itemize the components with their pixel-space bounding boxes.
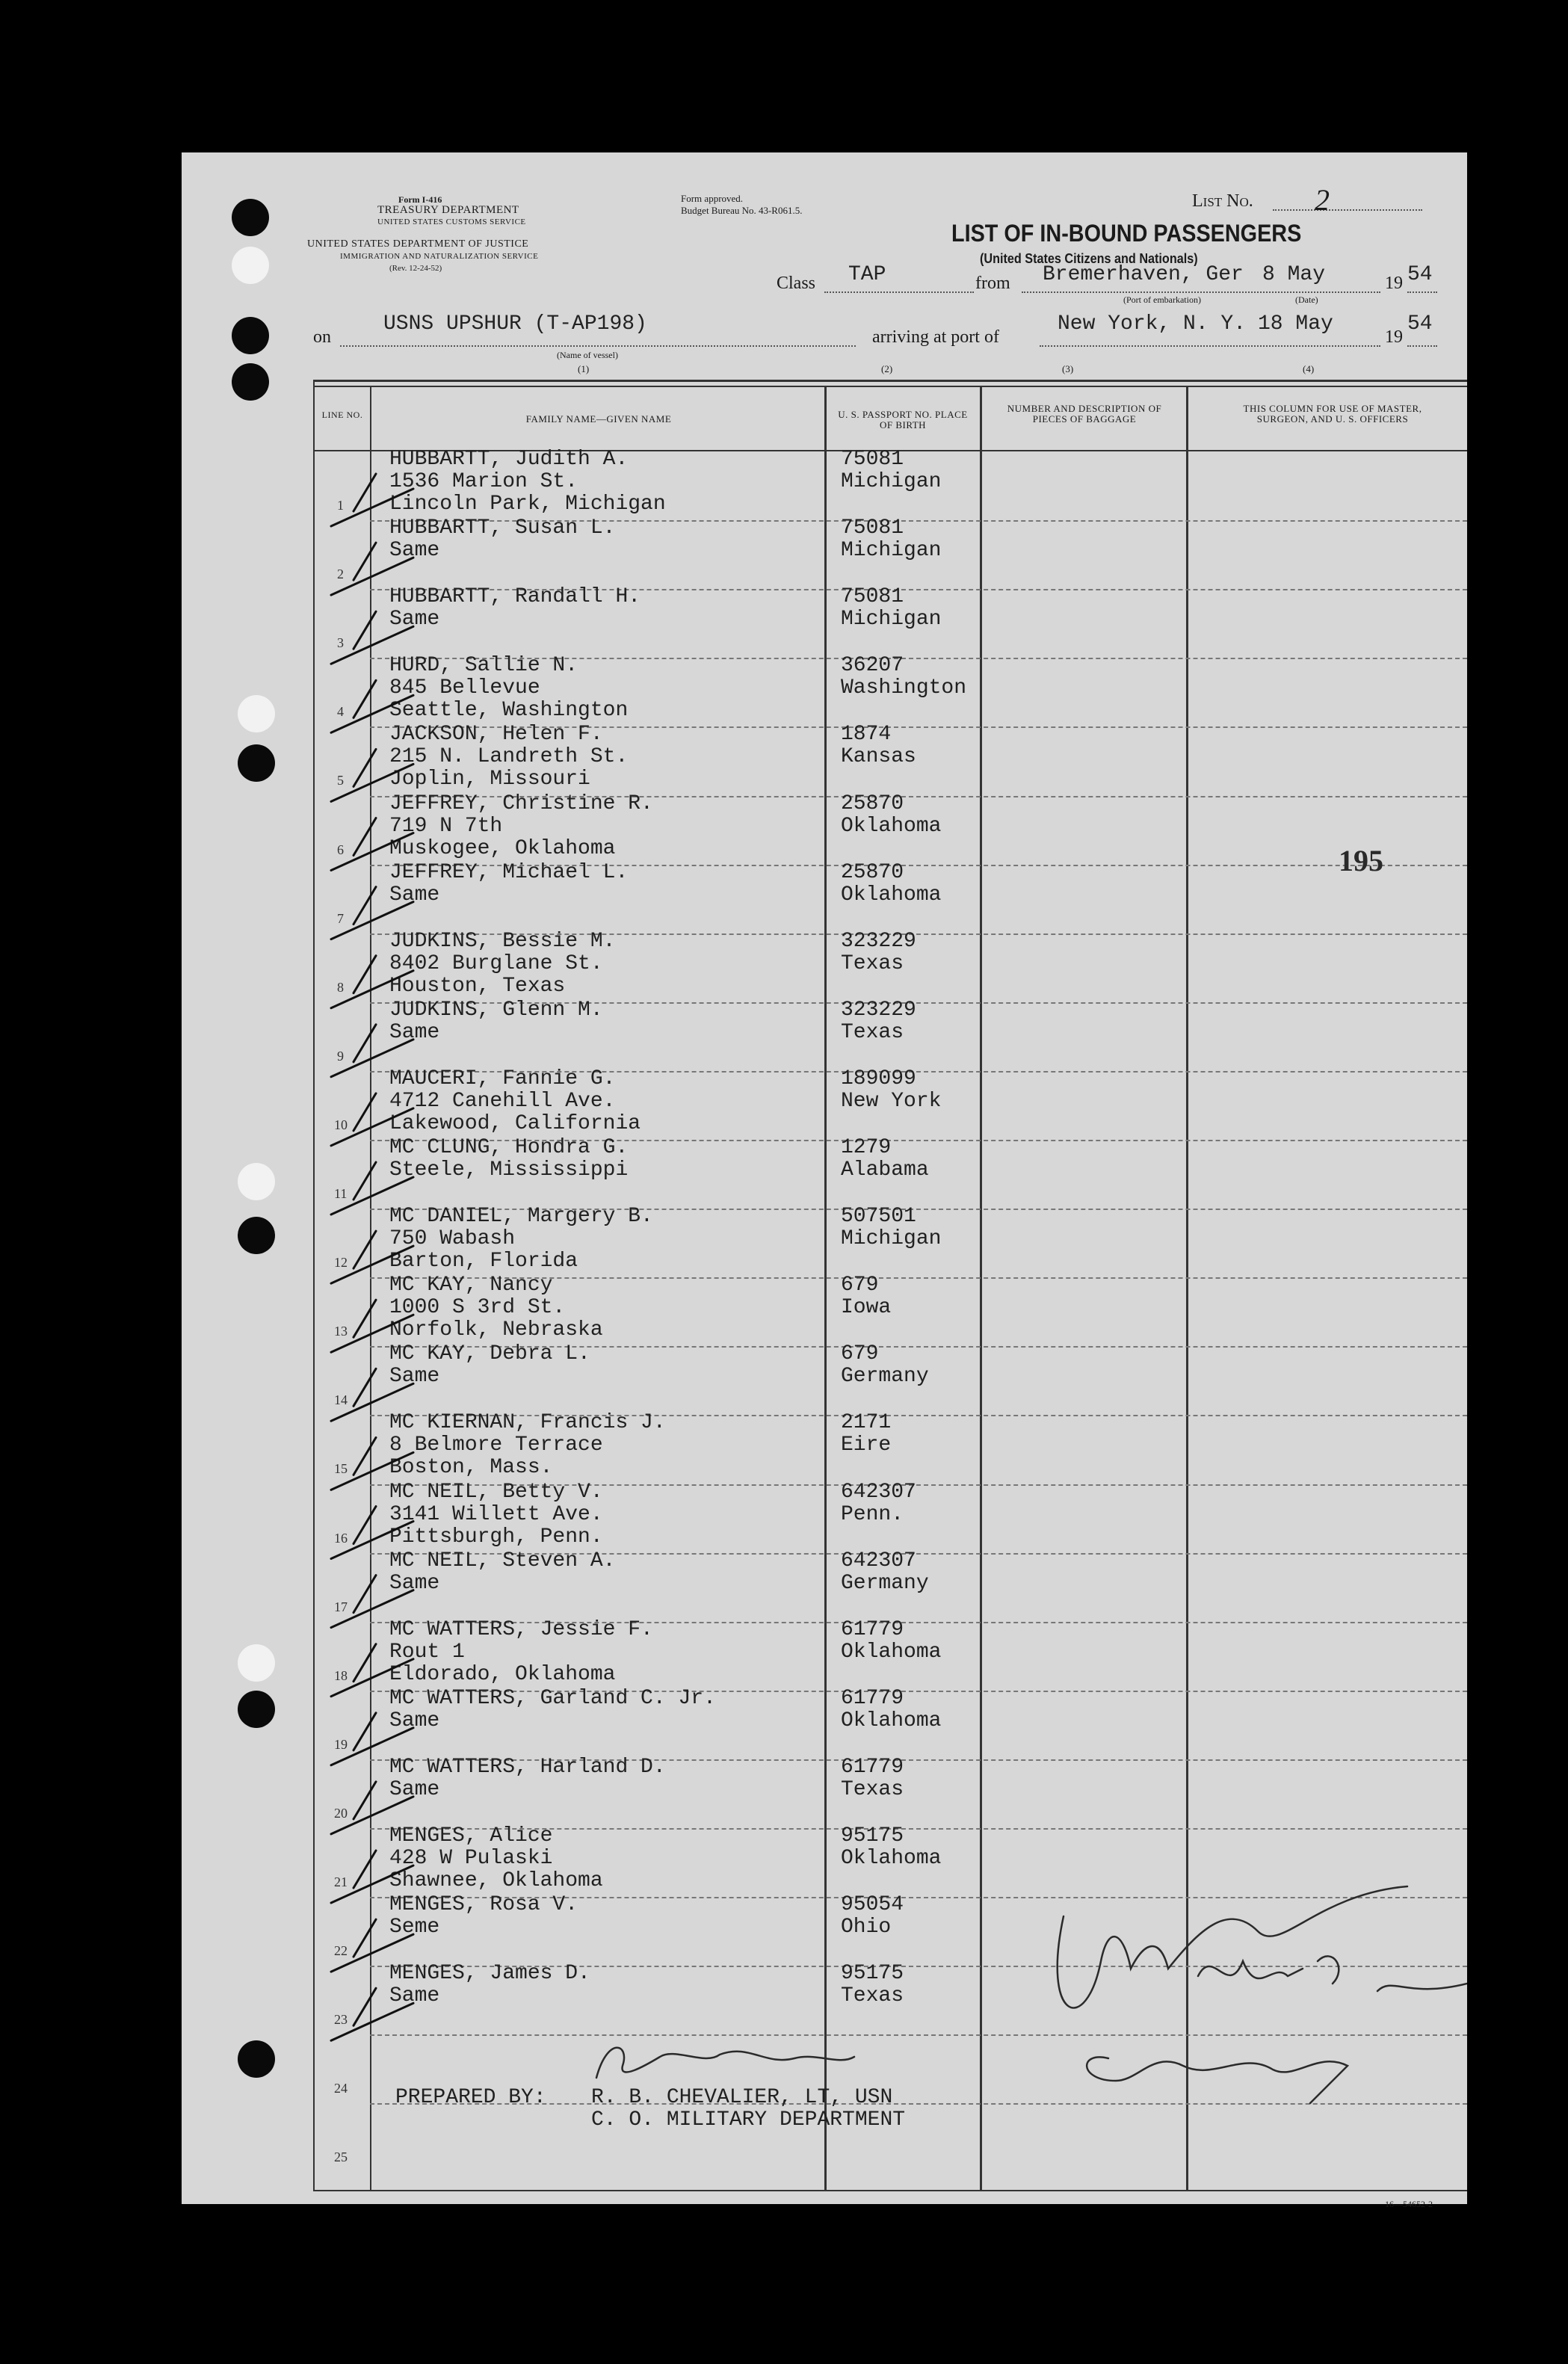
place-of-birth: Michigan bbox=[841, 539, 942, 563]
line-number: 17 bbox=[334, 1599, 348, 1614]
binder-hole bbox=[238, 2040, 275, 2078]
passenger-name: MC DANIEL, Margery B. bbox=[389, 1205, 653, 1229]
passenger-name: HUBBARTT, Susan L. bbox=[389, 516, 616, 540]
immigration-service: IMMIGRATION AND NATURALIZATION SERVICE bbox=[340, 252, 539, 261]
passenger-name: JEFFREY, Christine R. bbox=[389, 791, 653, 815]
line-number: 12 bbox=[334, 1255, 348, 1271]
passenger-address: Pittsburgh, Penn. bbox=[389, 1525, 603, 1549]
form-revision: (Rev. 12-24-52) bbox=[389, 264, 442, 273]
passport-number: 1874 bbox=[841, 723, 892, 747]
header-passport: U. S. PASSPORT NO. PLACE OF BIRTH bbox=[838, 409, 968, 430]
passport-number: 642307 bbox=[841, 1549, 916, 1573]
place-of-birth: Penn. bbox=[841, 1502, 904, 1526]
passenger-address: 8402 Burglane St. bbox=[389, 951, 603, 975]
place-of-birth: Germany bbox=[841, 1365, 929, 1389]
vessel-caption: (Name of vessel) bbox=[557, 350, 618, 360]
table-bottom-border bbox=[313, 2190, 1467, 2191]
passenger-address: Same bbox=[389, 1984, 440, 2008]
binder-hole bbox=[238, 1217, 275, 1254]
place-of-birth: Oklahoma bbox=[841, 1847, 942, 1870]
table-left-border bbox=[313, 380, 315, 2191]
list-no-value: 2 bbox=[1315, 183, 1330, 217]
header-line-no: LINE NO. bbox=[321, 410, 363, 420]
line-number: 21 bbox=[334, 1874, 348, 1889]
line-number: 20 bbox=[334, 1805, 348, 1821]
passenger-address: Joplin, Missouri bbox=[389, 768, 590, 791]
col-divider-4 bbox=[1186, 386, 1188, 2191]
passenger-address: 1536 Marion St. bbox=[389, 470, 578, 493]
line-number: 11 bbox=[334, 1186, 348, 1201]
embark-port: Bremerhaven, Ger bbox=[1043, 263, 1244, 286]
binder-hole bbox=[238, 744, 275, 782]
officer-note-time bbox=[1198, 1956, 1467, 1991]
line-number: 2 bbox=[337, 567, 344, 582]
line-number: 1 bbox=[337, 498, 344, 513]
passenger-address: Shawnee, Oklahoma bbox=[389, 1869, 603, 1892]
passenger-name: MC KAY, Debra L. bbox=[389, 1342, 590, 1366]
passenger-name: MC WATTERS, Garland C. Jr. bbox=[389, 1686, 716, 1710]
list-no-underline bbox=[1273, 209, 1422, 211]
passenger-address: Same bbox=[389, 1709, 440, 1732]
place-of-birth: Eire bbox=[841, 1433, 892, 1457]
passenger-name: MAUCERI, Fannie G. bbox=[389, 1067, 616, 1090]
passenger-name: MENGES, Rosa V. bbox=[389, 1893, 578, 1917]
table-top-border-2 bbox=[313, 386, 1467, 387]
passport-number: 61779 bbox=[841, 1755, 904, 1779]
passenger-address: Lincoln Park, Michigan bbox=[389, 493, 666, 516]
place-of-birth: Iowa bbox=[841, 1296, 892, 1320]
passenger-address: Same bbox=[389, 1020, 440, 1044]
header-baggage: NUMBER AND DESCRIPTION OF PIECES OF BAGGAGE bbox=[1007, 403, 1162, 425]
passenger-address: 845 Bellevue bbox=[389, 676, 540, 700]
passport-number: 61779 bbox=[841, 1617, 904, 1641]
binder-hole bbox=[238, 1691, 275, 1728]
form-approved: Form approved. bbox=[681, 193, 744, 204]
col-divider-2 bbox=[824, 386, 827, 2191]
place-of-birth: Michigan bbox=[841, 608, 942, 632]
place-of-birth: New York bbox=[841, 1089, 942, 1113]
vessel-name: USNS UPSHUR (T-AP198) bbox=[383, 312, 647, 336]
justice-department: UNITED STATES DEPARTMENT OF JUSTICE bbox=[307, 238, 529, 250]
passenger-address: Norfolk, Nebraska bbox=[389, 1318, 603, 1342]
passenger-address: 4712 Canehill Ave. bbox=[389, 1089, 616, 1113]
binder-hole bbox=[232, 363, 269, 401]
binder-hole bbox=[232, 317, 269, 354]
line-number: 24 bbox=[334, 2081, 348, 2096]
passenger-address: Barton, Florida bbox=[389, 1250, 578, 1274]
line-number: 16 bbox=[334, 1530, 348, 1546]
line-number: 3 bbox=[337, 635, 344, 651]
passenger-address: Same bbox=[389, 539, 440, 563]
passport-number: 1279 bbox=[841, 1136, 892, 1159]
binder-hole bbox=[232, 199, 269, 236]
line-number: 25 bbox=[334, 2149, 348, 2165]
passenger-address: 750 Wabash bbox=[389, 1227, 516, 1251]
passenger-address: 1000 S 3rd St. bbox=[389, 1296, 566, 1320]
passenger-address: Same bbox=[389, 1571, 440, 1595]
place-of-birth: Washington bbox=[841, 676, 967, 700]
col-divider-3 bbox=[980, 386, 982, 2191]
col-divider-1 bbox=[370, 386, 371, 2191]
place-of-birth: Texas bbox=[841, 951, 904, 975]
arrival-year-prefix: 19 bbox=[1385, 327, 1403, 347]
passenger-address: Boston, Mass. bbox=[389, 1456, 553, 1480]
class-underline bbox=[824, 291, 974, 293]
class-value: TAP bbox=[848, 263, 886, 286]
passport-number: 642307 bbox=[841, 1480, 916, 1504]
binder-hole bbox=[238, 1644, 275, 1682]
header-officers: THIS COLUMN FOR USE OF MASTER, SURGEON, AND U. S. OFFICERS bbox=[1243, 403, 1422, 425]
passenger-name: MC CLUNG, Hondra G. bbox=[389, 1136, 629, 1159]
embark-year-underline bbox=[1407, 291, 1437, 293]
header-name: FAMILY NAME—GIVEN NAME bbox=[525, 413, 672, 425]
line-number: 15 bbox=[334, 1461, 348, 1477]
passport-number: 189099 bbox=[841, 1067, 916, 1090]
passport-number: 36207 bbox=[841, 654, 904, 678]
line-number: 8 bbox=[337, 979, 344, 995]
line-number: 7 bbox=[337, 910, 344, 926]
treasury-department: TREASURY DEPARTMENT bbox=[377, 204, 519, 216]
place-of-birth: Ohio bbox=[841, 1916, 892, 1939]
passenger-address: Same bbox=[389, 1777, 440, 1801]
arrival-year: 54 bbox=[1407, 312, 1433, 336]
binder-hole bbox=[238, 1163, 275, 1200]
passenger-address: Steele, Mississippi bbox=[389, 1158, 629, 1182]
passenger-address: Houston, Texas bbox=[389, 974, 566, 998]
line-number: 19 bbox=[334, 1736, 348, 1752]
line-number: 22 bbox=[334, 1943, 348, 1959]
line-number: 18 bbox=[334, 1667, 348, 1683]
line-number: 9 bbox=[337, 1048, 344, 1064]
prepared-by-name: R. B. CHEVALIER, LT, USN bbox=[591, 2086, 893, 2109]
passenger-name: MENGES, Alice bbox=[389, 1824, 553, 1848]
passenger-address: Muskogee, Oklahoma bbox=[389, 836, 616, 860]
passenger-address: Same bbox=[389, 1365, 440, 1389]
passenger-address: Rout 1 bbox=[389, 1640, 465, 1664]
passenger-name: JUDKINS, Bessie M. bbox=[389, 929, 616, 953]
stamp-number: 195 bbox=[1339, 844, 1383, 877]
passenger-name: MC KIERNAN, Francis J. bbox=[389, 1411, 666, 1435]
passport-number: 75081 bbox=[841, 585, 904, 609]
line-number: 4 bbox=[337, 704, 344, 720]
passport-number: 25870 bbox=[841, 860, 904, 884]
passenger-name: MENGES, James D. bbox=[389, 1962, 590, 1986]
arrival-year-underline bbox=[1407, 345, 1437, 347]
place-of-birth: Oklahoma bbox=[841, 814, 942, 838]
col-num-2: (2) bbox=[881, 363, 893, 374]
place-of-birth: Michigan bbox=[841, 1227, 942, 1251]
place-of-birth: Texas bbox=[841, 1984, 904, 2008]
place-of-birth: Alabama bbox=[841, 1158, 929, 1182]
place-of-birth: Kansas bbox=[841, 745, 916, 769]
passport-number: 679 bbox=[841, 1274, 879, 1297]
embark-year: 54 bbox=[1407, 263, 1433, 286]
arrival-underline bbox=[1040, 345, 1380, 347]
passport-number: 95175 bbox=[841, 1824, 904, 1848]
place-of-birth: Oklahoma bbox=[841, 883, 942, 907]
prepared-by-dept: C. O. MILITARY DEPARTMENT bbox=[591, 2108, 906, 2132]
line-number: 6 bbox=[337, 842, 344, 857]
officer-signature-jones bbox=[1058, 1886, 1407, 2008]
passport-number: 25870 bbox=[841, 791, 904, 815]
passenger-address: 428 W Pulaski bbox=[389, 1847, 553, 1870]
place-of-birth: Germany bbox=[841, 1571, 929, 1595]
form-number: Form I-416 bbox=[398, 194, 442, 205]
officer2-signature bbox=[1087, 2057, 1348, 2103]
from-label: from bbox=[975, 274, 1010, 293]
passenger-address: Seattle, Washington bbox=[389, 699, 629, 723]
passenger-address: 719 N 7th bbox=[389, 814, 503, 838]
passport-number: 323229 bbox=[841, 929, 916, 953]
chevalier-signature bbox=[596, 2048, 854, 2078]
passenger-name: MC NEIL, Betty V. bbox=[389, 1480, 603, 1504]
passenger-name: JACKSON, Helen F. bbox=[389, 723, 603, 747]
passport-number: 75081 bbox=[841, 448, 904, 471]
customs-service: UNITED STATES CUSTOMS SERVICE bbox=[377, 217, 526, 226]
passenger-name: MC KAY, Nancy bbox=[389, 1274, 553, 1297]
passenger-address: 8 Belmore Terrace bbox=[389, 1433, 603, 1457]
line-number: 5 bbox=[337, 773, 344, 788]
line-number: 14 bbox=[334, 1392, 348, 1408]
arriving-label: arriving at port of bbox=[872, 327, 999, 347]
passenger-address: 3141 Willett Ave. bbox=[389, 1502, 603, 1526]
embark-date: 8 May bbox=[1262, 263, 1326, 286]
passport-number: 95175 bbox=[841, 1962, 904, 1986]
arrival-date: 18 May bbox=[1258, 312, 1333, 336]
passenger-address: 215 N. Landreth St. bbox=[389, 745, 629, 769]
table-top-border bbox=[313, 380, 1467, 382]
list-no-label: List No. bbox=[1192, 191, 1253, 211]
on-label: on bbox=[313, 327, 331, 347]
budget-bureau: Budget Bureau No. 43-R061.5. bbox=[681, 205, 803, 216]
passenger-address: Same bbox=[389, 608, 440, 632]
class-label: Class bbox=[777, 274, 816, 293]
passenger-name: JEFFREY, Michael L. bbox=[389, 860, 629, 884]
place-of-birth: Texas bbox=[841, 1777, 904, 1801]
place-of-birth: Oklahoma bbox=[841, 1640, 942, 1664]
col-num-4: (4) bbox=[1303, 363, 1315, 374]
list-title: LIST OF IN-BOUND PASSENGERS bbox=[951, 220, 1302, 247]
line-number: 10 bbox=[334, 1117, 348, 1132]
passport-number: 95054 bbox=[841, 1893, 904, 1917]
passenger-name: JUDKINS, Glenn M. bbox=[389, 998, 603, 1022]
passport-number: 75081 bbox=[841, 516, 904, 540]
vessel-underline bbox=[340, 345, 856, 347]
col-num-3: (3) bbox=[1062, 363, 1074, 374]
port-caption: (Port of embarkation) bbox=[1123, 294, 1201, 305]
passport-number: 323229 bbox=[841, 998, 916, 1022]
place-of-birth: Oklahoma bbox=[841, 1709, 942, 1732]
line-number: 23 bbox=[334, 2012, 348, 2028]
passenger-name: HUBBARTT, Judith A. bbox=[389, 448, 629, 471]
place-of-birth: Texas bbox=[841, 1020, 904, 1044]
passenger-address: Same bbox=[389, 883, 440, 907]
passport-number: 2171 bbox=[841, 1411, 892, 1435]
binder-hole bbox=[232, 247, 269, 284]
binder-hole bbox=[238, 695, 275, 732]
manifest-page bbox=[182, 152, 1467, 2209]
passport-number: 61779 bbox=[841, 1686, 904, 1710]
line-number: 13 bbox=[334, 1324, 348, 1339]
embark-year-prefix: 19 bbox=[1385, 274, 1403, 293]
row-divider bbox=[370, 2034, 1467, 2036]
passenger-address: Lakewood, California bbox=[389, 1111, 641, 1135]
date-caption: (Date) bbox=[1295, 294, 1318, 305]
passenger-name: HURD, Sallie N. bbox=[389, 654, 578, 678]
passenger-name: MC WATTERS, Jessie F. bbox=[389, 1617, 653, 1641]
place-of-birth: Michigan bbox=[841, 470, 942, 493]
col-num-1: (1) bbox=[578, 363, 590, 374]
print-code: 16—54652-2 bbox=[1385, 2199, 1433, 2209]
passenger-name: HUBBARTT, Randall H. bbox=[389, 585, 641, 609]
passport-number: 679 bbox=[841, 1342, 879, 1366]
passenger-name: MC WATTERS, Harland D. bbox=[389, 1755, 666, 1779]
list-subtitle: (United States Citizens and Nationals) bbox=[980, 251, 1198, 266]
embark-underline bbox=[1022, 291, 1380, 293]
passenger-address: Eldorado, Oklahoma bbox=[389, 1662, 616, 1686]
passenger-name: MC NEIL, Steven A. bbox=[389, 1549, 616, 1573]
prepared-by-label: PREPARED BY: bbox=[395, 2086, 546, 2109]
passenger-address: Seme bbox=[389, 1916, 440, 1939]
arrival-port: New York, N. Y. bbox=[1058, 312, 1247, 336]
passport-number: 507501 bbox=[841, 1205, 916, 1229]
